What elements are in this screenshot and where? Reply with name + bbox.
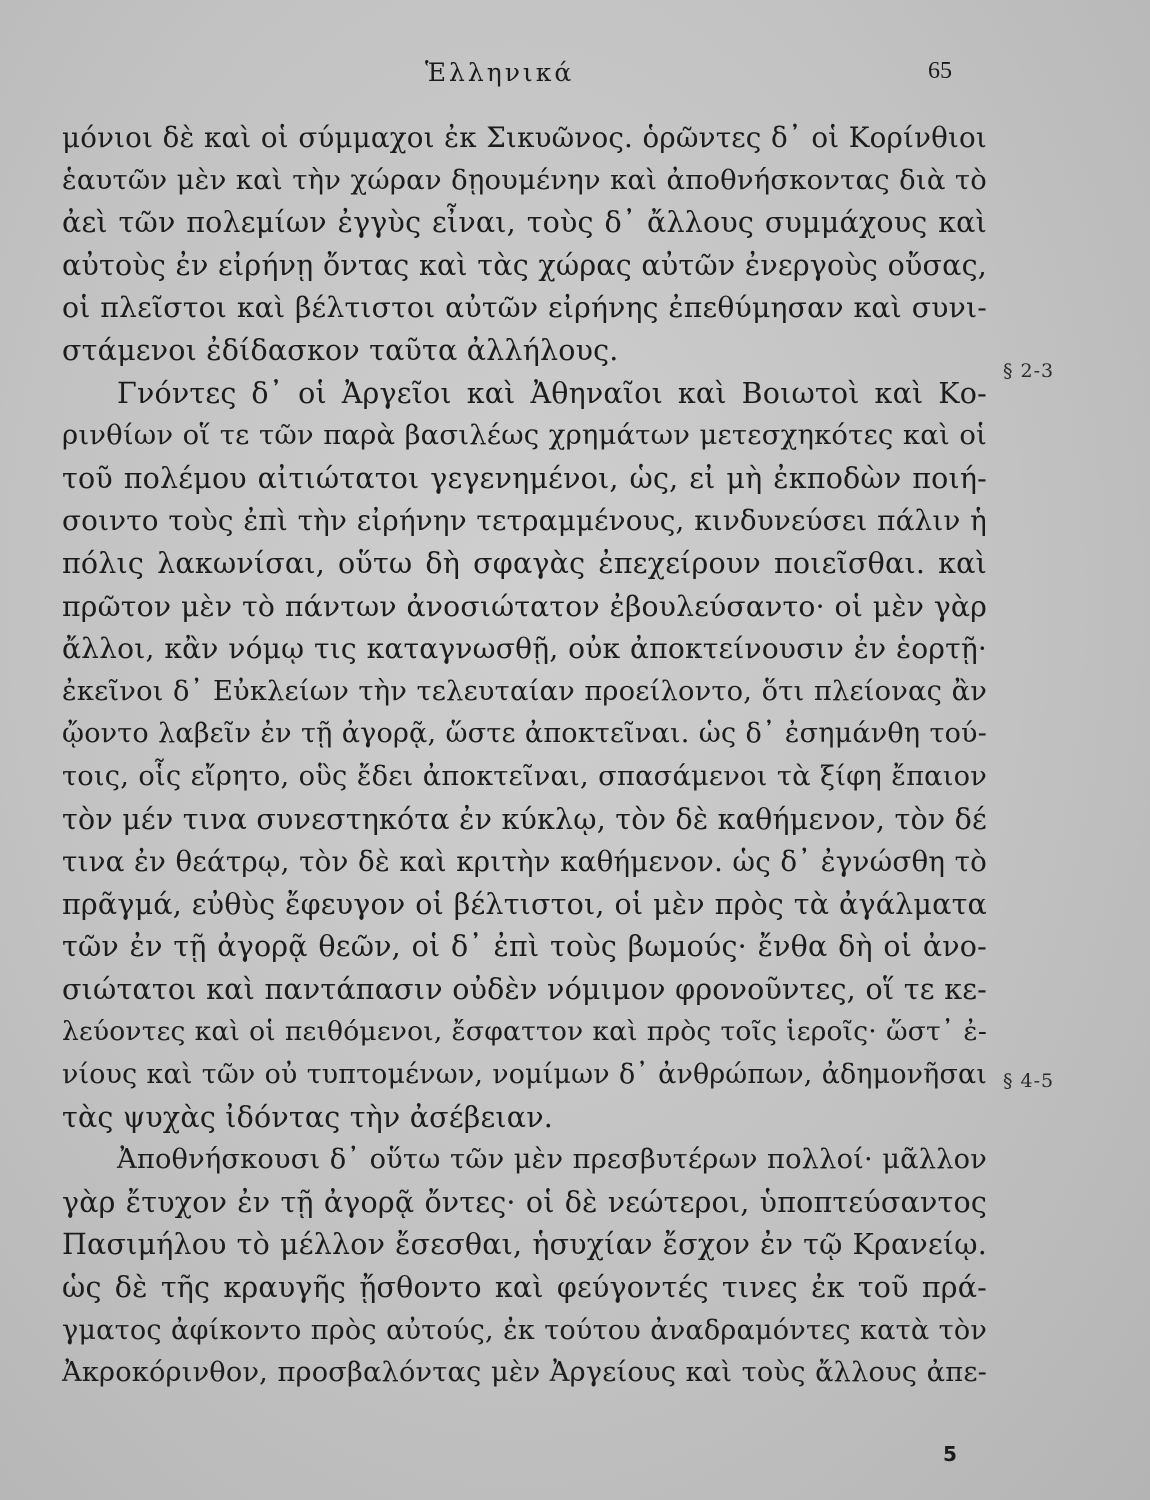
text-line: τὸν μέν τινα συνεστηκότα ἐν κύκλῳ, τὸν δὲ καθήμενον, τὸν δέ <box>62 802 987 836</box>
text-line: ᾤοντο λαβεῖν ἐν τῇ ἀγορᾷ, ὥστε ἀποκτεῖναι. ὡς δ᾽ ἐσημάνθη τού- <box>62 718 987 750</box>
text-line: αὐτοὺς ἐν εἰρήνῃ ὄντας καὶ τὰς χώρας αὐτῶν ἐνεργοὺς οὔσας, <box>62 248 987 282</box>
text-line: ἐκεῖνοι δ᾽ Εὐκλείων τὴν τελευταίαν προείλοντο, ὅτι πλείονας ἂν <box>62 675 987 707</box>
text-line: σοιντο τοὺς ἐπὶ τὴν εἰρήνην τετραμμένους, κινδυνεύσει πάλιν ἡ <box>62 504 987 538</box>
text-line: πρῶτον μὲν τὸ πάντων ἀνοσιώτατον ἐβουλεύσαντο· οἱ μὲν γὰρ <box>62 589 987 623</box>
margin-note-section-2-3: § 2-3 <box>1003 360 1055 382</box>
text-line: ρινθίων οἵ τε τῶν παρὰ βασιλέως χρημάτων μετεσχηκότες καὶ οἱ <box>62 420 987 452</box>
text-line: οἱ πλεῖστοι καὶ βέλτιστοι αὐτῶν εἰρήνης ἐπεθύμησαν καὶ συνι- <box>62 291 987 325</box>
text-line: σιώτατοι καὶ παντάπασιν οὐδὲν νόμιμον φρονοῦντες, οἵ τε κε- <box>62 972 987 1006</box>
text-line: νίους καὶ τῶν οὐ τυπτομένων, νομίμων δ᾽ ἀνθρώπων, ἀδημονῆσαι <box>62 1059 987 1091</box>
text-line: τῶν ἐν τῇ ἀγορᾷ θεῶν, οἱ δ᾽ ἐπὶ τοὺς βωμούς· ἔνθα δὴ οἱ ἀνο- <box>62 930 987 964</box>
text-line: Ἀκροκόρινθον, προσβαλόντας μὲν Ἀργείους καὶ τοὺς ἄλλους ἀπε- <box>62 1357 987 1389</box>
text-line: ἀεὶ τῶν πολεμίων ἐγγὺς εἶναι, τοὺς δ᾽ ἄλλους συμμάχους καὶ <box>62 206 987 240</box>
text-line: τοῦ πολέμου αἰτιώτατοι γεγενημένοι, ὡς, εἰ μὴ ἐκποδὼν ποιή- <box>62 461 987 495</box>
text-line: ὡς δὲ τῆς κραυγῆς ᾔσθοντο καὶ φεύγοντές τινες ἐκ τοῦ πρά- <box>62 1271 987 1305</box>
page-number: 65 <box>928 58 952 84</box>
text-line: Ἀποθνήσκουσι δ᾽ οὕτω τῶν μὲν πρεσβυτέρων πολλοί· μᾶλλον <box>117 1144 987 1176</box>
running-head <box>0 58 1150 98</box>
text-line: γματος ἀφίκοντο πρὸς αὐτούς, ἐκ τούτου ἀναδραμόντες κατὰ τὸν <box>62 1314 987 1346</box>
text-line: στάμενοι ἐδίδασκον ταῦτα ἀλλήλους. <box>62 333 619 367</box>
text-line: ἑαυτῶν μὲν καὶ τὴν χώραν δῃουμένην καὶ ἀποθνήσκοντας διὰ τὸ <box>62 164 987 196</box>
text-line: τοις, οἷς εἴρητο, οὓς ἔδει ἀποκτεῖναι, σπασάμενοι τὰ ξίφη ἔπαιον <box>62 760 987 792</box>
body-text <box>62 117 987 1395</box>
margin-note-section-4-5: § 4-5 <box>1003 1070 1055 1092</box>
text-line: μόνιοι δὲ καὶ οἱ σύμμαχοι ἐκ Σικυῶνος. ὁρῶντες δ᾽ οἱ Κορίνθιοι <box>62 121 987 154</box>
text-line: τὰς ψυχὰς ἰδόντας τὴν ἀσέβειαν. <box>62 1100 554 1134</box>
text-line: Πασιμήλου τὸ μέλλον ἔσεσθαι, ἡσυχίαν ἔσχον ἐν τῷ Κρανείῳ. <box>62 1228 987 1262</box>
text-line: γὰρ ἔτυχον ἐν τῇ ἀγορᾷ ὄντες· οἱ δὲ νεώτεροι, ὑποπτεύσαντος <box>62 1185 987 1219</box>
text-line: πρᾶγμά, εὐθὺς ἔφευγον οἱ βέλτιστοι, οἱ μὲν πρὸς τὰ ἀγάλματα <box>62 887 987 921</box>
signature-mark: 5 <box>943 1442 957 1466</box>
text-line: ἄλλοι, κἂν νόμῳ τις καταγνωσθῇ, οὐκ ἀποκτείνουσιν ἐν ἑορτῇ· <box>62 632 987 666</box>
text-line: Γνόντες δ᾽ οἱ Ἀργεῖοι καὶ Ἀθηναῖοι καὶ Βοιωτοὶ καὶ Κο- <box>117 376 987 410</box>
running-title: Ἑλληνικά <box>425 58 575 87</box>
text-line: πόλις λακωνίσαι, οὕτω δὴ σφαγὰς ἐπεχείρουν ποιεῖσθαι. καὶ <box>62 546 987 580</box>
text-line: λεύοντες καὶ οἱ πειθόμενοι, ἔσφαττον καὶ πρὸς τοῖς ἱεροῖς· ὥστ᾽ ἐ- <box>62 1016 987 1048</box>
text-line: τινα ἐν θεάτρῳ, τὸν δὲ καὶ κριτὴν καθήμενον. ὡς δ᾽ ἐγνώσθη τὸ <box>62 845 987 879</box>
